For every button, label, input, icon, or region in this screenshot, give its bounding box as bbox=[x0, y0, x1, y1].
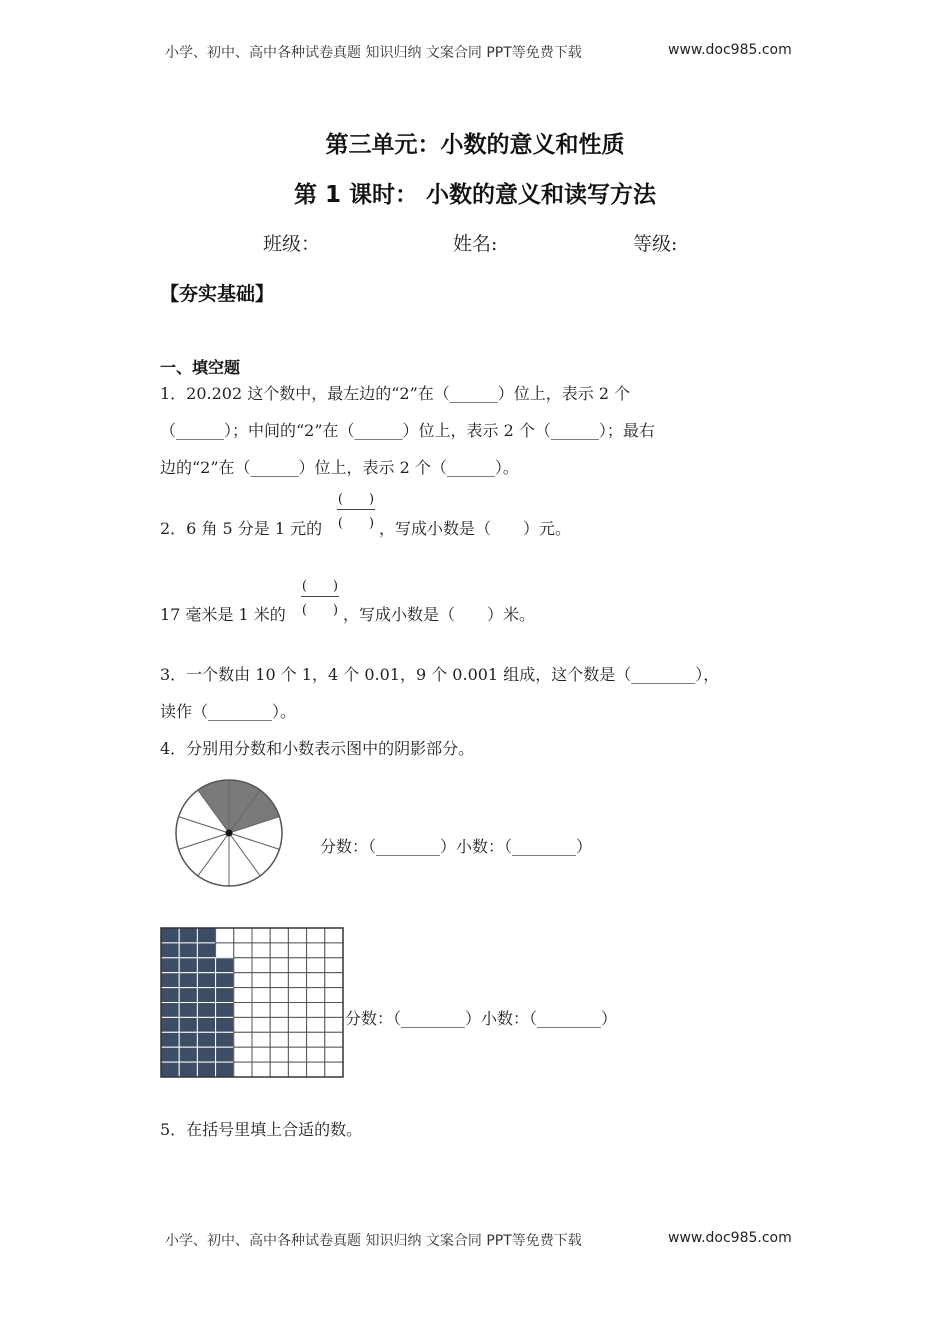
grid-cell bbox=[325, 1017, 343, 1032]
grid-cell bbox=[197, 1047, 215, 1062]
q4-grid-diagram bbox=[160, 927, 344, 1078]
grid-cell bbox=[325, 928, 343, 943]
lesson-title: 第 1 课时： 小数的意义和读写方法 bbox=[293, 182, 657, 208]
header-text: 小学、初中、高中各种试卷真题 知识归纳 文案合同 PPT等免费下载 bbox=[165, 45, 582, 61]
grid-cell bbox=[234, 958, 252, 973]
grid-cell bbox=[307, 1062, 325, 1077]
grid-cell bbox=[252, 1047, 270, 1062]
grid-cell bbox=[161, 988, 179, 1003]
grid-cell bbox=[252, 1003, 270, 1018]
grid-cell bbox=[325, 988, 343, 1003]
q2b-after: ，写成小数是（ ）米。 bbox=[343, 605, 536, 624]
q3-line1: 3．一个数由 10 个 1，4 个 0.01，9 个 0.001 组成，这个数是（________）， bbox=[160, 665, 720, 684]
grid-cell bbox=[216, 1032, 234, 1047]
footer-text: 小学、初中、高中各种试卷真题 知识归纳 文案合同 PPT等免费下载 bbox=[165, 1233, 582, 1249]
grid-cell bbox=[216, 1017, 234, 1032]
grid-cell bbox=[197, 958, 215, 973]
grid-cell bbox=[161, 943, 179, 958]
grid-cell bbox=[197, 1003, 215, 1018]
q4-grid-answer: 分数：（________）小数：（________） bbox=[345, 1009, 618, 1028]
grid-cell bbox=[197, 943, 215, 958]
grid-cell bbox=[216, 928, 234, 943]
q1-line3: 边的“2”在（______）位上，表示 2 个（______）。 bbox=[160, 458, 519, 477]
grid-cell bbox=[161, 1032, 179, 1047]
grid-cell bbox=[270, 988, 288, 1003]
q2b-frac-num: ( ) bbox=[301, 579, 339, 594]
grid-cell bbox=[216, 943, 234, 958]
grid-cell bbox=[270, 973, 288, 988]
grid-cell bbox=[161, 928, 179, 943]
q2a-before: 2．6 角 5 分是 1 元的 bbox=[160, 519, 323, 538]
grid-cell bbox=[197, 1017, 215, 1032]
grid-cell bbox=[288, 943, 306, 958]
grid-cell bbox=[288, 1003, 306, 1018]
grid-cell bbox=[161, 1003, 179, 1018]
grid-cell bbox=[325, 943, 343, 958]
grid-cell bbox=[270, 1032, 288, 1047]
grid-cell bbox=[325, 1032, 343, 1047]
grid-cell bbox=[252, 1017, 270, 1032]
grid-cell bbox=[197, 988, 215, 1003]
grid-cell bbox=[270, 928, 288, 943]
grid-cell bbox=[325, 958, 343, 973]
grid-cell bbox=[216, 1003, 234, 1018]
unit-title: 第三单元：小数的意义和性质 bbox=[325, 132, 625, 158]
grid-cell bbox=[270, 943, 288, 958]
grid-cell bbox=[307, 1032, 325, 1047]
grid-cell bbox=[307, 973, 325, 988]
grid-cell bbox=[216, 1062, 234, 1077]
grid-cell bbox=[216, 988, 234, 1003]
grid-cell bbox=[270, 1003, 288, 1018]
q2a-fraction bbox=[333, 488, 379, 538]
q5-text: 5．在括号里填上合适的数。 bbox=[160, 1120, 363, 1139]
grid-cell bbox=[307, 1003, 325, 1018]
q4-circle-diagram bbox=[173, 777, 285, 889]
q2b-frac-den: ( ) bbox=[301, 603, 339, 618]
grid-cell bbox=[216, 1047, 234, 1062]
grid-cell bbox=[288, 1062, 306, 1077]
q1-line2: （______）；中间的“2”在（______）位上，表示 2 个（______）；最右 bbox=[160, 421, 655, 440]
grid-cell bbox=[179, 1003, 197, 1018]
grid-cell bbox=[307, 1047, 325, 1062]
grid-cell bbox=[179, 1062, 197, 1077]
circle-center-dot bbox=[226, 830, 233, 837]
grid-cell bbox=[234, 1047, 252, 1062]
grid-cell bbox=[179, 1047, 197, 1062]
grid-cell bbox=[234, 943, 252, 958]
section-heading: 【夯实基础】 bbox=[160, 283, 275, 305]
grid-cell bbox=[252, 943, 270, 958]
grid-cell bbox=[161, 1062, 179, 1077]
grid-cell bbox=[307, 943, 325, 958]
grid-cell bbox=[234, 1032, 252, 1047]
q4-text: 4．分别用分数和小数表示图中的阴影部分。 bbox=[160, 739, 475, 758]
grid-cell bbox=[234, 1017, 252, 1032]
grid-cell bbox=[161, 1047, 179, 1062]
grid-cell bbox=[325, 1003, 343, 1018]
header-url[interactable]: www.doc985.com bbox=[668, 42, 792, 58]
grid-cell bbox=[216, 958, 234, 973]
grid-cell bbox=[234, 928, 252, 943]
grid-cell bbox=[179, 988, 197, 1003]
grid-cell bbox=[325, 1047, 343, 1062]
grid-cell bbox=[179, 958, 197, 973]
grid-cell bbox=[288, 1047, 306, 1062]
q1-line1: 1．20.202 这个数中，最左边的“2”在（______）位上，表示 2 个 bbox=[160, 384, 631, 403]
grid-cell bbox=[270, 1047, 288, 1062]
q2b-fraction bbox=[297, 575, 343, 625]
q4-circle-answer: 分数：（________）小数：（________） bbox=[320, 837, 593, 856]
q2a-frac-den: ( ) bbox=[337, 516, 375, 531]
grid-cell bbox=[307, 928, 325, 943]
grid-cell bbox=[288, 988, 306, 1003]
grid-cell bbox=[288, 1017, 306, 1032]
q3-line2: 读作（________）。 bbox=[160, 702, 297, 721]
grid-cell bbox=[161, 973, 179, 988]
grid-cell bbox=[288, 928, 306, 943]
grid-cell bbox=[161, 1017, 179, 1032]
grid-cell bbox=[179, 943, 197, 958]
grid-cell bbox=[252, 958, 270, 973]
grid-cell bbox=[307, 988, 325, 1003]
grid-cell bbox=[179, 928, 197, 943]
grid-cell bbox=[270, 958, 288, 973]
grid-cell bbox=[252, 928, 270, 943]
grid-cell bbox=[197, 1032, 215, 1047]
grid-cell bbox=[325, 1062, 343, 1077]
grid-cell bbox=[270, 1017, 288, 1032]
grid-cell bbox=[197, 1062, 215, 1077]
name-label: 姓名: bbox=[453, 233, 498, 255]
grid-cell bbox=[252, 973, 270, 988]
q2b-before: 17 毫米是 1 米的 bbox=[160, 605, 286, 624]
grid-cell bbox=[307, 958, 325, 973]
q2b-frac-line bbox=[301, 596, 339, 597]
grid-cell bbox=[179, 973, 197, 988]
grid-cell bbox=[270, 1062, 288, 1077]
q2a-frac-num: ( ) bbox=[337, 492, 375, 507]
footer-url[interactable]: www.doc985.com bbox=[668, 1230, 792, 1246]
grid-cell bbox=[252, 1032, 270, 1047]
grid-cell bbox=[197, 973, 215, 988]
grid-cell bbox=[325, 973, 343, 988]
grid-cell bbox=[234, 988, 252, 1003]
grid-cell bbox=[179, 1017, 197, 1032]
grade-label: 等级: bbox=[633, 233, 678, 255]
grid-cell bbox=[288, 973, 306, 988]
grid-cell bbox=[252, 1062, 270, 1077]
grid-cell bbox=[307, 1017, 325, 1032]
grid-cell bbox=[234, 1003, 252, 1018]
grid-cell bbox=[197, 928, 215, 943]
q2a-after: ，写成小数是（ ）元。 bbox=[379, 519, 572, 538]
grid-cell bbox=[216, 973, 234, 988]
grid-cell bbox=[288, 958, 306, 973]
class-label: 班级： bbox=[263, 233, 321, 255]
grid-cell bbox=[252, 988, 270, 1003]
question-type-heading: 一、填空题 bbox=[160, 358, 241, 377]
grid-cell bbox=[234, 973, 252, 988]
grid-cell bbox=[288, 1032, 306, 1047]
grid-cell bbox=[179, 1032, 197, 1047]
grid-cell bbox=[234, 1062, 252, 1077]
grid-cell bbox=[161, 958, 179, 973]
q2a-frac-line bbox=[337, 509, 375, 510]
